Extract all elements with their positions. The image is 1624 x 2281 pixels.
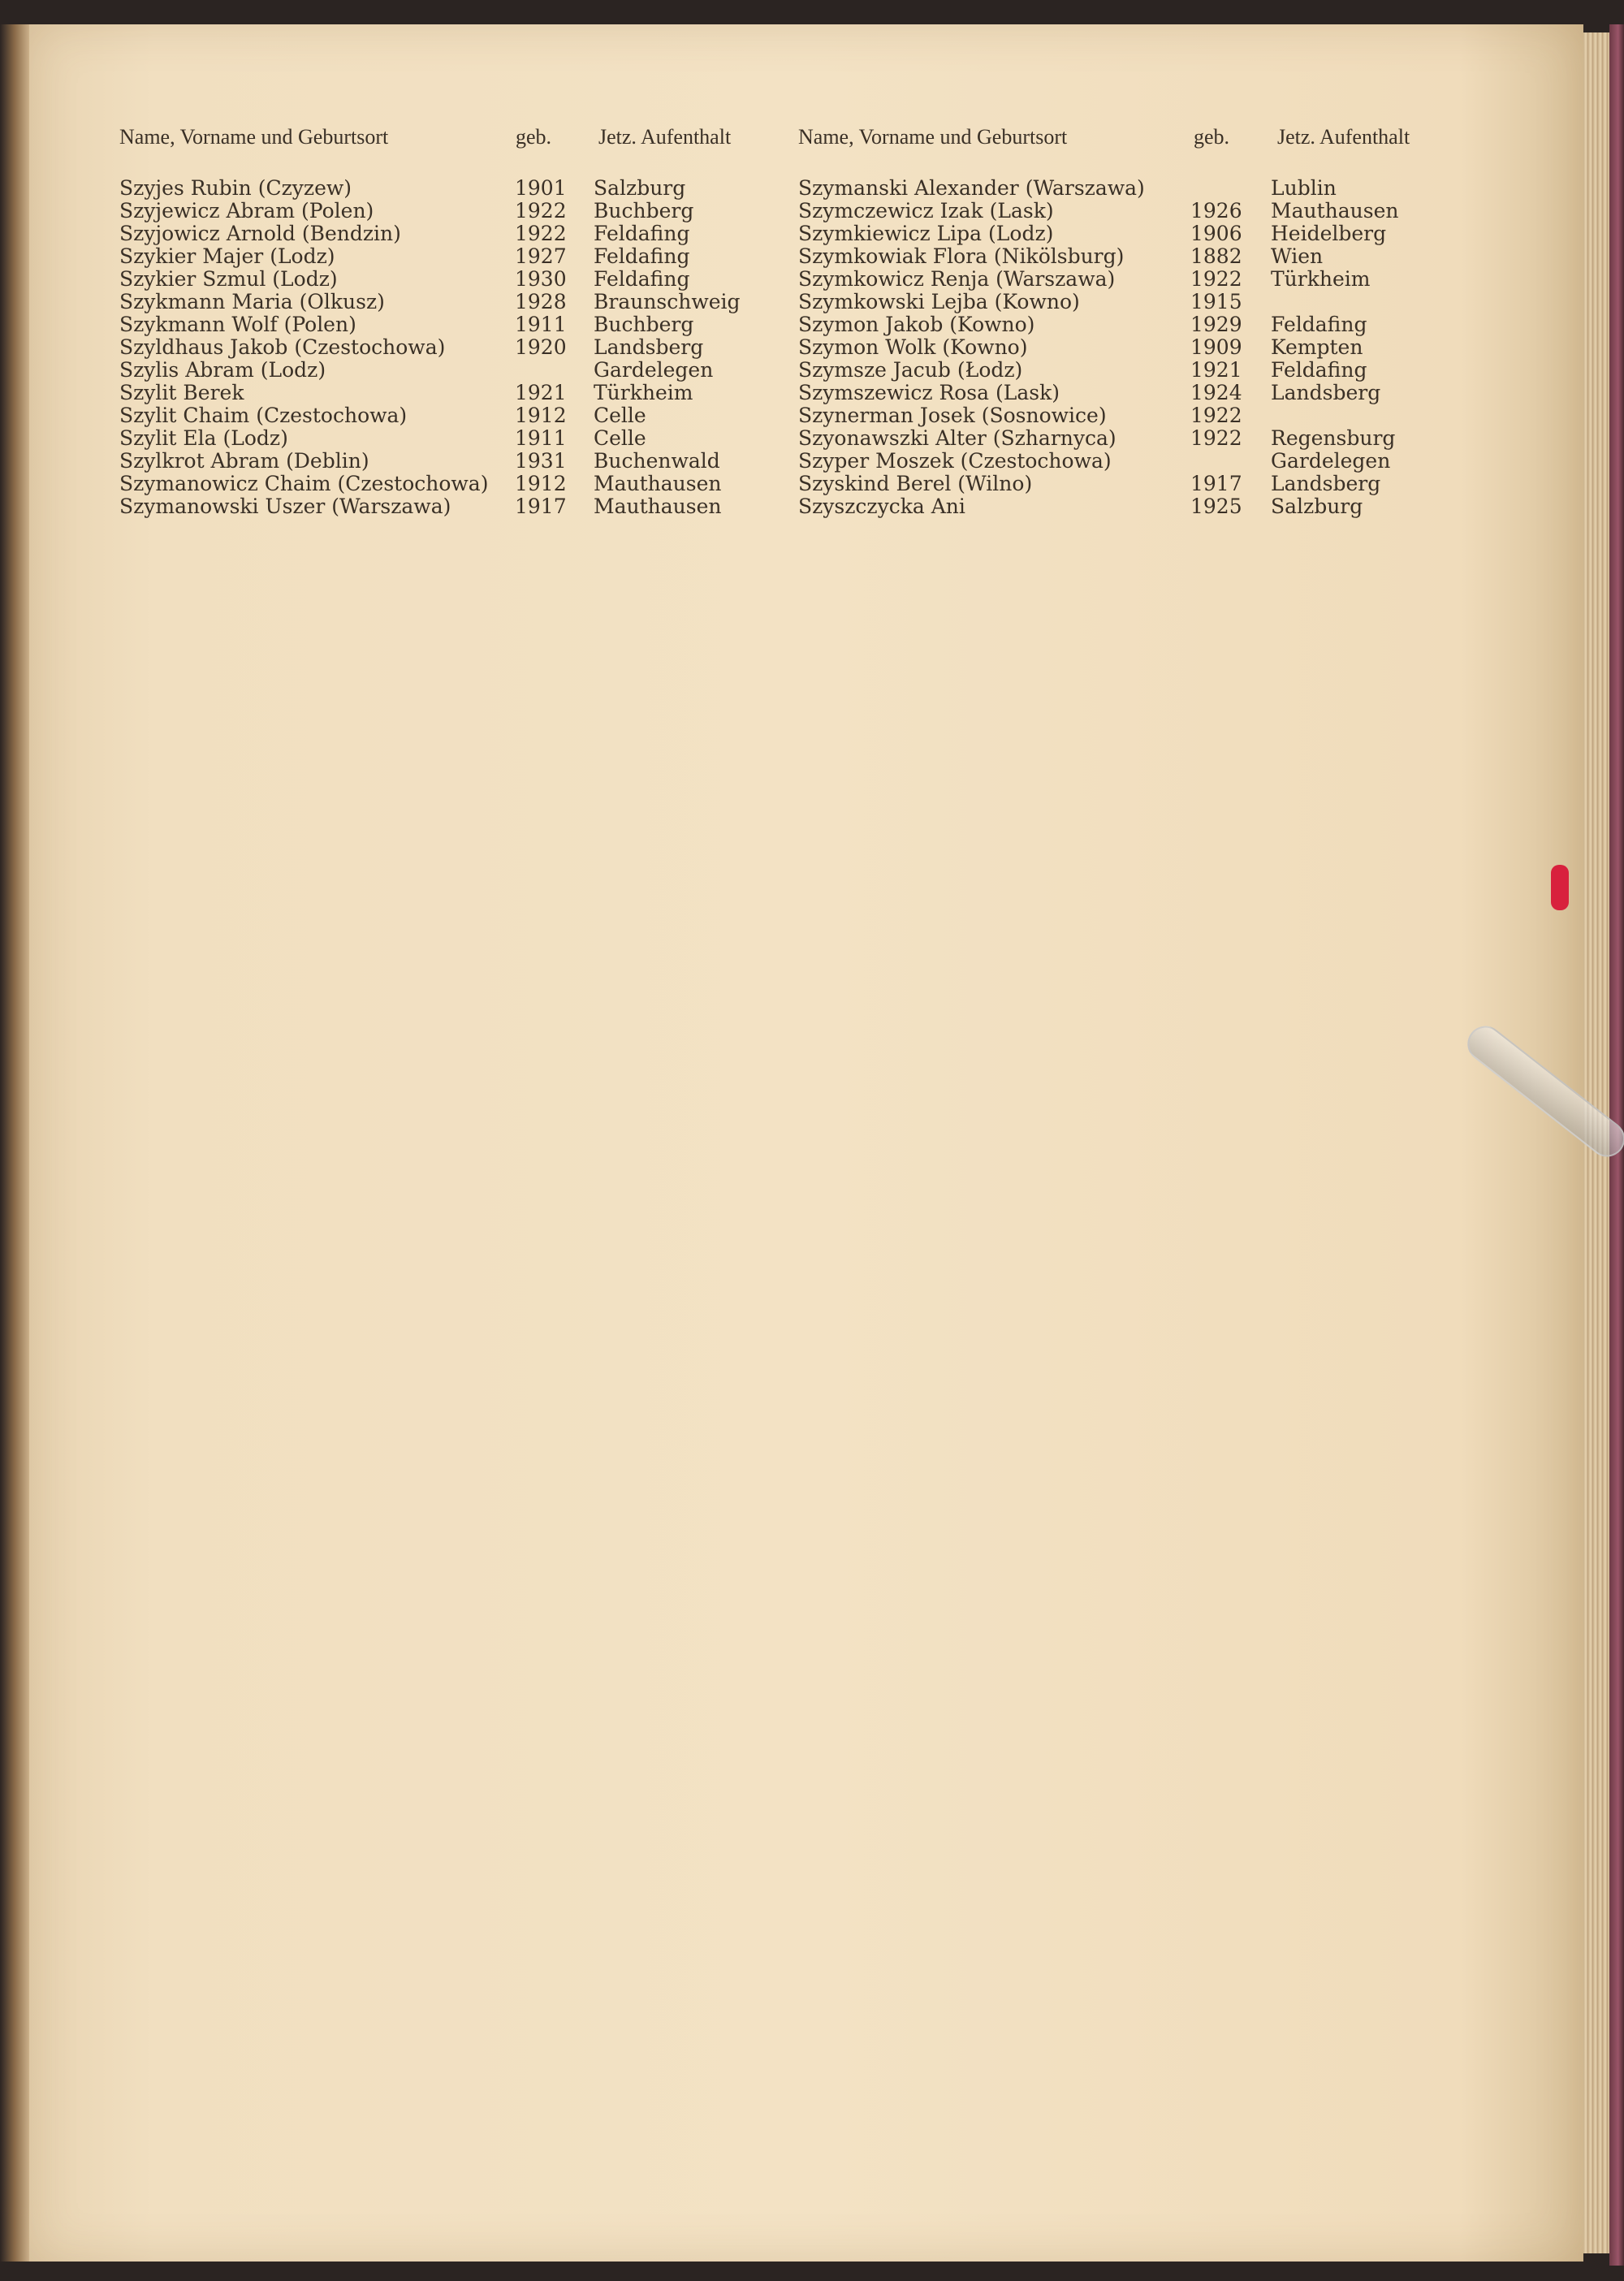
entry-year: 1911	[515, 426, 567, 450]
entry-name: Szymanowicz Chaim (Czestochowa)	[119, 472, 489, 495]
entry-year: 1928	[515, 290, 567, 313]
list-item	[798, 222, 1529, 245]
entry-place: Buchberg	[594, 313, 694, 336]
entry-year: 1924	[1190, 381, 1242, 404]
list-item	[119, 222, 769, 245]
list-item	[798, 245, 1529, 268]
entry-name: Szymsze Jacub (Łodz)	[798, 358, 1023, 382]
entry-name: Szyonawszki Alter (Szharnyca)	[798, 426, 1116, 450]
entry-year: 1922	[515, 199, 567, 222]
list-item	[119, 177, 769, 200]
right-header-name: Name, Vorname und Geburtsort	[798, 125, 1068, 149]
entry-year: 1930	[515, 267, 567, 291]
entry-name: Szymkowski Lejba (Kowno)	[798, 290, 1080, 313]
entry-name: Szylit Ela (Lodz)	[119, 426, 288, 450]
entry-year: 1912	[515, 404, 567, 427]
entry-year: 1922	[1190, 426, 1242, 450]
entry-year: 1925	[1190, 495, 1242, 518]
entry-place: Feldafing	[594, 267, 690, 291]
entry-name: Szymkowicz Renja (Warszawa)	[798, 267, 1116, 291]
entry-year: 1922	[515, 222, 567, 245]
list-item	[119, 404, 769, 427]
list-item	[798, 382, 1529, 404]
entry-place: Türkheim	[1271, 267, 1371, 291]
entry-name: Szymkiewicz Lipa (Lodz)	[798, 222, 1054, 245]
entry-year: 1912	[515, 472, 567, 495]
entry-place: Mauthausen	[1271, 199, 1399, 222]
entry-name: Szymszewicz Rosa (Lask)	[798, 381, 1060, 404]
list-item	[798, 291, 1529, 313]
entry-name: Szykier Szmul (Lodz)	[119, 267, 338, 291]
list-item	[119, 473, 769, 495]
entry-place: Feldafing	[1271, 313, 1367, 336]
entry-name: Szymanowski Uszer (Warszawa)	[119, 495, 451, 518]
entry-year: 1906	[1190, 222, 1242, 245]
entry-place: Feldafing	[594, 244, 690, 268]
entry-name: Szynerman Josek (Sosnowice)	[798, 404, 1107, 427]
entry-place: Gardelegen	[1271, 449, 1391, 473]
left-entry-list	[119, 177, 769, 518]
list-item	[798, 359, 1529, 382]
list-item	[119, 200, 769, 222]
entry-year: 1922	[1190, 267, 1242, 291]
list-item	[119, 291, 769, 313]
left-header-name: Name, Vorname und Geburtsort	[119, 125, 389, 149]
entry-name: Szyper Moszek (Czestochowa)	[798, 449, 1112, 473]
list-item	[798, 268, 1529, 291]
entry-year: 1920	[515, 335, 567, 359]
entry-year: 1929	[1190, 313, 1242, 336]
list-item	[798, 495, 1529, 518]
entry-name: Szyjewicz Abram (Polen)	[119, 199, 374, 222]
entry-place: Landsberg	[594, 335, 704, 359]
entry-year: 1926	[1190, 199, 1242, 222]
list-item	[119, 427, 769, 450]
list-item	[798, 404, 1529, 427]
entry-name: Szymon Wolk (Kowno)	[798, 335, 1028, 359]
entry-year: 1917	[515, 495, 567, 518]
entry-place: Braunschweig	[594, 290, 741, 313]
entry-place: Regensburg	[1271, 426, 1396, 450]
page-left-edge	[0, 24, 29, 2262]
entry-name: Szymon Jakob (Kowno)	[798, 313, 1035, 336]
entry-place: Türkheim	[594, 381, 693, 404]
right-entry-list	[798, 177, 1529, 518]
list-item	[798, 473, 1529, 495]
entry-name: Szylit Berek	[119, 381, 244, 404]
entry-year: 1917	[1190, 472, 1242, 495]
entry-place: Salzburg	[1271, 495, 1363, 518]
list-item	[119, 245, 769, 268]
entry-year: 1921	[515, 381, 567, 404]
entry-name: Szymanski Alexander (Warszawa)	[798, 176, 1145, 200]
entry-place: Buchberg	[594, 199, 694, 222]
entry-place: Gardelegen	[594, 358, 714, 382]
left-header-place: Jetz. Aufenthalt	[598, 125, 732, 149]
entry-name: Szylkrot Abram (Deblin)	[119, 449, 369, 473]
entry-place: Kempten	[1271, 335, 1363, 359]
list-item	[119, 450, 769, 473]
entry-place: Landsberg	[1271, 381, 1381, 404]
entry-year: 1915	[1190, 290, 1242, 313]
entry-name: Szyldhaus Jakob (Czestochowa)	[119, 335, 446, 359]
entry-name: Szymczewicz Izak (Lask)	[798, 199, 1054, 222]
entry-year: 1921	[1190, 358, 1242, 382]
entry-name: Szykier Majer (Lodz)	[119, 244, 335, 268]
entry-name: Szykmann Maria (Olkusz)	[119, 290, 385, 313]
entry-name: Szyjowicz Arnold (Bendzin)	[119, 222, 401, 245]
entry-place: Celle	[594, 426, 646, 450]
list-item	[119, 359, 769, 382]
list-item	[798, 313, 1529, 336]
entry-place: Buchenwald	[594, 449, 720, 473]
entry-year: 1922	[1190, 404, 1242, 427]
entry-place: Landsberg	[1271, 472, 1381, 495]
right-header-year: geb.	[1194, 125, 1230, 149]
list-item	[119, 313, 769, 336]
list-item	[798, 450, 1529, 473]
list-item	[119, 495, 769, 518]
entry-place: Feldafing	[594, 222, 690, 245]
list-item	[798, 336, 1529, 359]
entry-place: Heidelberg	[1271, 222, 1387, 245]
entry-year: 1931	[515, 449, 567, 473]
list-item	[119, 382, 769, 404]
list-item	[798, 177, 1529, 200]
right-header-place: Jetz. Aufenthalt	[1277, 125, 1410, 149]
entry-name: Szyszczycka Ani	[798, 495, 965, 518]
entry-year: 1882	[1190, 244, 1242, 268]
entry-name: Szylis Abram (Lodz)	[119, 358, 326, 382]
entry-place: Wien	[1271, 244, 1324, 268]
entry-year: 1911	[515, 313, 567, 336]
entry-name: Szyjes Rubin (Czyzew)	[119, 176, 352, 200]
list-item	[798, 427, 1529, 450]
entry-year: 1909	[1190, 335, 1242, 359]
entry-name: Szyskind Berel (Wilno)	[798, 472, 1033, 495]
entry-name: Szykmann Wolf (Polen)	[119, 313, 356, 336]
entry-place: Lublin	[1271, 176, 1337, 200]
red-tab-marker	[1551, 865, 1569, 910]
entry-place: Feldafing	[1271, 358, 1367, 382]
entry-place: Mauthausen	[594, 472, 722, 495]
list-item	[119, 268, 769, 291]
left-header-year: geb.	[516, 125, 552, 149]
list-item	[798, 200, 1529, 222]
entry-name: Szymkowiak Flora (Nikölsburg)	[798, 244, 1125, 268]
list-item	[119, 336, 769, 359]
entry-place: Salzburg	[594, 176, 686, 200]
entry-year: 1927	[515, 244, 567, 268]
entry-place: Celle	[594, 404, 646, 427]
entry-place: Mauthausen	[594, 495, 722, 518]
entry-name: Szylit Chaim (Czestochowa)	[119, 404, 408, 427]
entry-year: 1901	[515, 176, 567, 200]
